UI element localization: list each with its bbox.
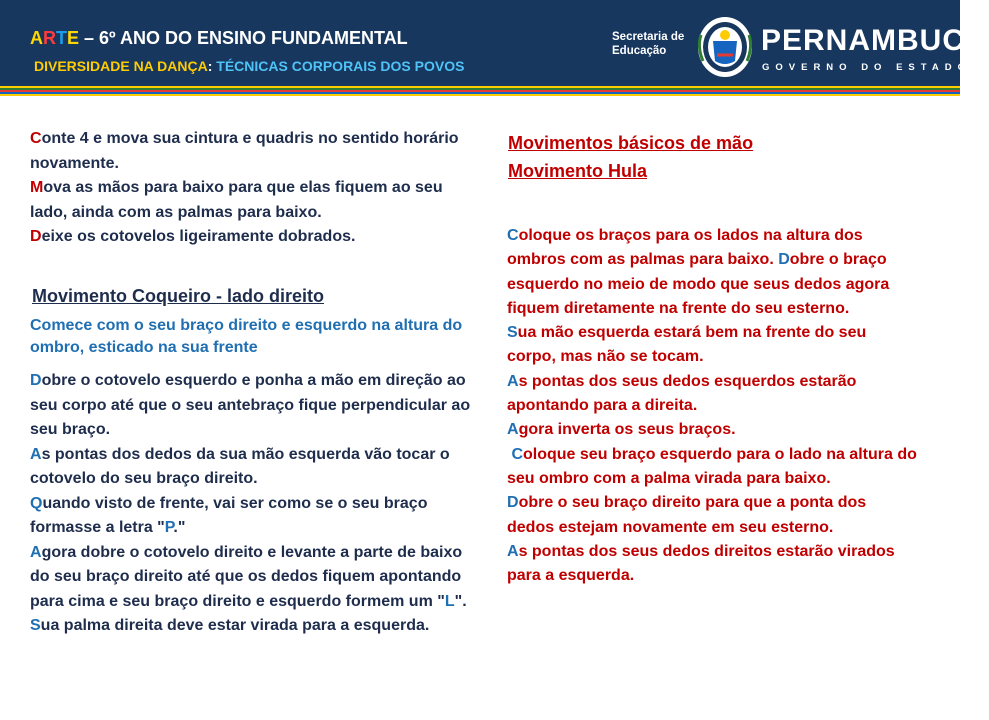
title-letter-a: A xyxy=(30,28,43,48)
coqueiro-intro-text: Comece com o seu braço direito e esquerdo na altura do ombro, esticado na sua frente xyxy=(30,317,463,356)
paragraph-text: ova as mãos para baixo para que elas fiquem ao seu lado, ainda com as palmas para baixo. xyxy=(30,179,443,221)
letter-highlight: P xyxy=(164,519,174,536)
initial-letter: D xyxy=(30,372,42,389)
flag-color-stripes xyxy=(0,86,960,96)
hula-instructions xyxy=(507,224,917,588)
coqueiro-section-title: Movimento Coqueiro - lado direito xyxy=(32,286,324,306)
paragraph-text: uando visto de frente, vai ser como se o seu braço formasse a letra " xyxy=(30,494,428,536)
initial-letter: A xyxy=(30,445,42,463)
paragraph xyxy=(30,225,470,250)
initial-letter: S xyxy=(507,324,518,342)
paragraph-text: gora dobre o cotovelo direito e levante a parte de baixo do seu braço direito até que os dedos fiquem apontando para cima e seu braço direito e esquerdo formem um " xyxy=(30,543,463,610)
paragraph xyxy=(30,369,485,443)
secretaria-label xyxy=(612,30,684,58)
paragraph xyxy=(507,370,917,419)
paragraph-text: gora inverta os seus braços. xyxy=(518,421,736,439)
paragraph xyxy=(507,491,917,540)
paragraph xyxy=(507,224,917,321)
paragraph xyxy=(30,614,485,639)
initial-letter: D xyxy=(507,494,519,512)
title-rest: – 6º ANO DO ENSINO FUNDAMENTAL xyxy=(79,28,408,48)
stripe xyxy=(0,94,960,96)
state-crest-icon xyxy=(695,15,755,79)
state-government-label: GOVERNO DO ESTADO xyxy=(762,62,971,73)
title-letter-r: R xyxy=(43,28,56,48)
paragraph xyxy=(30,541,485,615)
letter-highlight: L xyxy=(444,592,455,610)
initial-letter: C xyxy=(30,130,42,147)
paragraph xyxy=(30,176,470,225)
paragraph-text: obre o braço esquerdo no meio de modo que seus dedos agora fiquem diretamente na frente do seu esterno. xyxy=(507,251,890,317)
initial-letter: S xyxy=(30,617,41,634)
initial-letter: A xyxy=(507,421,519,439)
paragraph-text-end: ." xyxy=(173,519,186,536)
lesson-subtitle xyxy=(34,58,464,74)
initial-letter: D xyxy=(30,228,42,245)
initial-letter: D xyxy=(778,251,790,269)
paragraph-text: obre o seu braço direito para que a ponta dos dedos estejam novamente em seu esterno. xyxy=(507,494,867,536)
initial-letter: Q xyxy=(30,494,43,512)
initial-letter: C xyxy=(511,445,524,463)
paragraph-text: onte 4 e mova sua cintura e quadris no sentido horário novamente. xyxy=(30,130,459,172)
paragraph xyxy=(30,443,485,492)
subtitle-separator: : xyxy=(207,58,217,74)
initial-letter: C xyxy=(507,227,519,244)
paragraph-text: eixe os cotovelos ligeiramente dobrados. xyxy=(41,228,356,245)
title-letter-t: T xyxy=(56,28,67,48)
paragraph-text: oloque os braços para os lados na altura dos ombros com as palmas para baixo. xyxy=(507,227,863,269)
paragraph-text: ua mão esquerda estará bem na frente do seu corpo, mas não se tocam. xyxy=(507,324,867,366)
initial-letter: A xyxy=(507,372,519,390)
subtitle-topic: DIVERSIDADE NA DANÇA xyxy=(34,58,208,74)
paragraph-text: ua palma direita deve estar virada para a esquerda. xyxy=(40,617,430,634)
paragraph-text: oloque seu braço esquerdo para o lado na altura do seu ombro com a palma virada para baixo. xyxy=(507,445,917,487)
paragraph-text-end: ". xyxy=(454,592,467,610)
paragraph-text: s pontas dos seus dedos direitos estarão virados para a esquerda. xyxy=(507,542,895,585)
paragraph xyxy=(30,492,485,541)
secretaria-line1: Secretaria de xyxy=(612,31,685,43)
paragraph xyxy=(507,443,917,492)
lesson-title xyxy=(30,28,408,49)
basic-hand-movements-title: Movimentos básicos de mão xyxy=(508,133,754,153)
paragraph xyxy=(507,418,917,442)
paragraph xyxy=(507,540,917,589)
initial-letter: M xyxy=(30,179,44,196)
initial-letter: A xyxy=(507,542,519,560)
paragraph-text: s pontas dos dedos da sua mão esquerda vão tocar o cotovelo do seu braço direito. xyxy=(30,445,450,487)
subtitle-subtopic: TÉCNICAS CORPORAIS DOS POVOS xyxy=(216,58,465,74)
paragraph xyxy=(507,321,917,370)
initial-letter: A xyxy=(30,543,42,561)
title-letter-e: E xyxy=(67,28,80,48)
paragraph-text: s pontas dos seus dedos esquerdos estarão apontando para a direita. xyxy=(507,372,857,415)
intro-instructions xyxy=(30,127,470,250)
paragraph xyxy=(30,127,470,176)
state-name: PERNAMBUCO xyxy=(761,24,989,57)
hula-movement-title: Movimento Hula xyxy=(508,161,648,181)
coqueiro-instructions xyxy=(30,369,485,639)
paragraph-text: obre o cotovelo esquerdo e ponha a mão em direção ao seu corpo até que o seu antebraço fique perpendicular ao seu braço. xyxy=(30,372,471,438)
secretaria-line2: Educação xyxy=(612,45,667,57)
header-banner xyxy=(0,0,989,86)
